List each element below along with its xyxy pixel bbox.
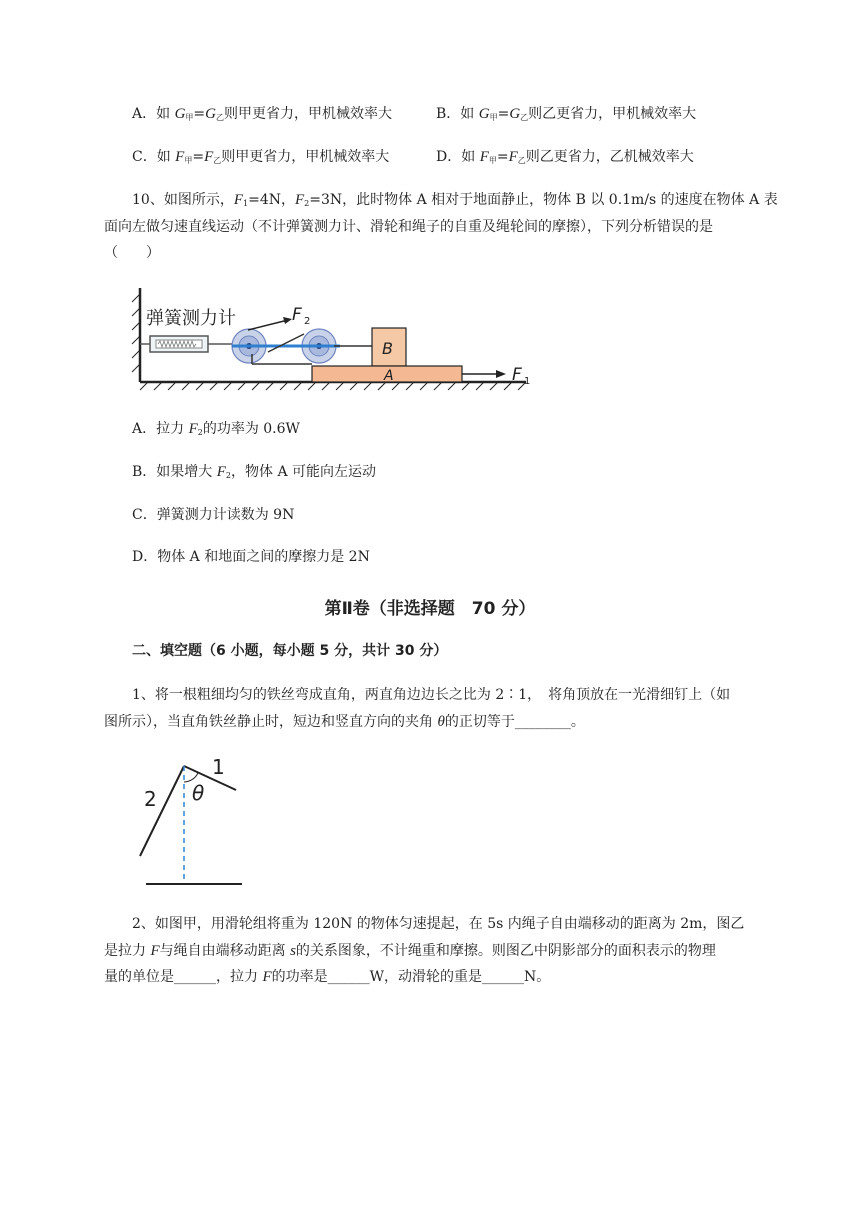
f1-label-sub: 1 xyxy=(524,376,531,387)
f2-arrowhead xyxy=(283,317,292,324)
fq2-line1: 2、如图甲，用滑轮组将重为 120N 的物体匀速提起，在 5s 内绳子自由端移动的距离为 2m，图乙 xyxy=(132,916,745,932)
q10-stem-line3: （ ） xyxy=(104,245,160,261)
f1-arrowhead xyxy=(496,370,506,378)
q10-figure xyxy=(128,282,538,394)
q9-option-d: D．如 $F_甲=F_乙$则乙更省力，乙机械效率大 xyxy=(436,149,694,165)
q10-option-b: B．如果增大 $F_2$，物体 A 可能向左运动 xyxy=(132,464,377,480)
f2-label: F xyxy=(292,305,302,325)
q10-option-d: D．物体 A 和地面之间的摩擦力是 2N xyxy=(132,549,370,565)
spring-meter-label: 弹簧测力计 xyxy=(146,308,236,329)
fq2-line2: 是拉力 F与绳自由端移动距离 s的关系图象，不计绳重和摩擦。则图乙中阴影部分的面积表示的物理 xyxy=(104,943,716,959)
fq1-line1: 1、将一根粗细均匀的铁丝弯成直角，两直角边边长之比为 2∶1， 将角顶放在一光滑细钉上（如 xyxy=(132,687,731,703)
fq1-line2: 图所示），当直角铁丝静止时，短边和竖直方向的夹角 θ的正切等于________。 xyxy=(104,714,585,730)
q9-option-b: B．如 $G_甲=G_乙$则乙更省力，甲机械效率大 xyxy=(436,106,697,122)
f2-label-sub: 2 xyxy=(304,316,311,327)
block-a-label: A xyxy=(384,368,394,384)
f1-label: F xyxy=(512,365,522,385)
q10-option-c: C．弹簧测力计读数为 9N xyxy=(132,507,295,523)
q10-stem-line1: 10、如图所示，$F_1=4N$，$F_2=3N$，此时物体 A 相对于地面静止，物体 B 以 0.1m/s 的速度在物体 A 表 xyxy=(132,192,778,208)
label-1: 1 xyxy=(212,755,225,779)
fq2-line3: 量的单位是______，拉力 F的功率是______W，动滑轮的重是______N。 xyxy=(104,969,551,985)
q9-option-c: C．如 $F_甲=F_乙$则甲更省力，甲机械效率大 xyxy=(132,149,390,165)
q9-option-a: A．如 $G_甲=G_乙$则甲更省力，甲机械效率大 xyxy=(132,106,392,122)
q10-stem-line2: 面向左做匀速直线运动（不计弹簧测力计、滑轮和绳子的自重及绳轮间的摩擦），下列分析错误的是 xyxy=(104,219,713,235)
long-side xyxy=(140,766,184,856)
q10-option-a: A．拉力 $F_2$的功率为 0.6W xyxy=(132,421,300,437)
block-b-label: B xyxy=(382,339,393,358)
label-theta: θ xyxy=(192,781,205,805)
fq1-figure xyxy=(130,752,260,892)
label-2: 2 xyxy=(144,787,157,811)
section-fill-title: 二、填空题（6 小题，每小题 5 分，共计 30 分） xyxy=(132,643,448,659)
part2-heading: 第Ⅱ卷（非选择题 70 分） xyxy=(324,599,536,619)
